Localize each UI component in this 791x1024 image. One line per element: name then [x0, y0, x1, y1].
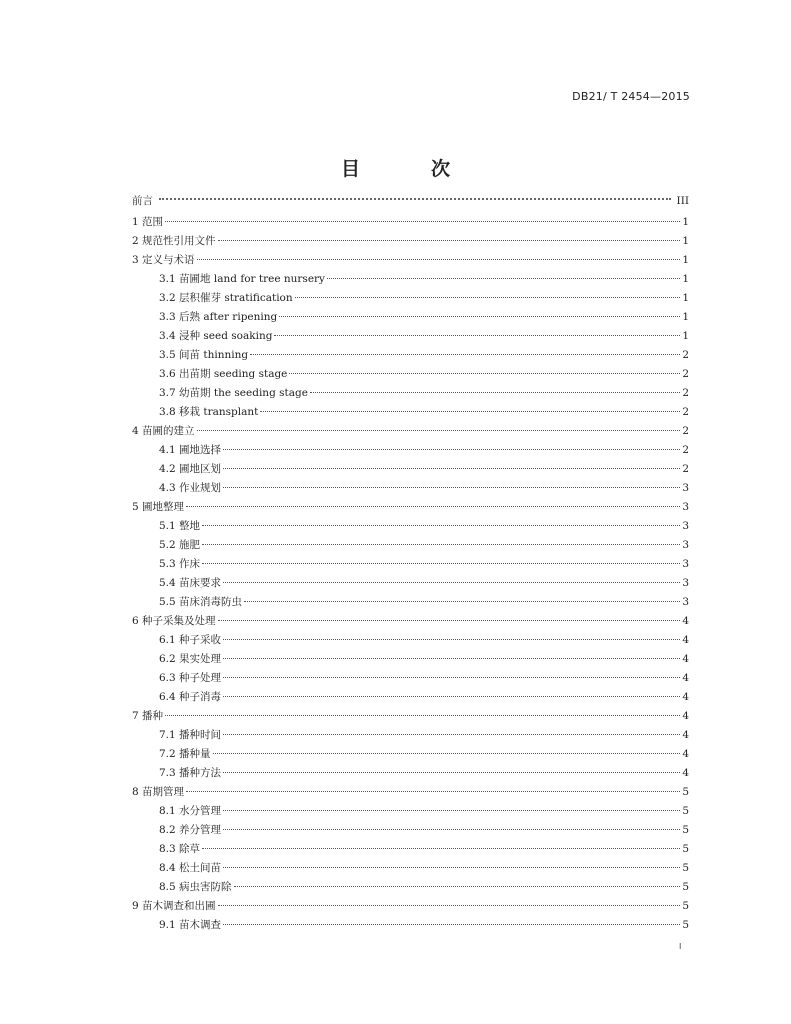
toc-entry-label: 1 范围 — [132, 216, 164, 228]
toc-entry-label: 4.1 圃地选择 — [159, 444, 222, 456]
toc-entry-label: 9.1 苗木调查 — [159, 919, 222, 931]
toc-entry[interactable] — [132, 669, 689, 688]
toc-entry-page: 1 — [682, 292, 689, 304]
toc-entry-page: 3 — [682, 501, 689, 513]
toc-entry[interactable] — [132, 190, 689, 213]
toc-entry-page: 2 — [682, 406, 689, 418]
toc-entry-label: 9 苗木调查和出圃 — [132, 900, 216, 912]
dot-leader — [197, 430, 681, 431]
toc-entry-label: 3 定义与术语 — [132, 254, 195, 266]
toc-entry[interactable] — [132, 308, 689, 327]
dot-leader — [218, 240, 681, 241]
toc-entry-label: 5.4 苗床要求 — [159, 577, 222, 589]
toc-entry[interactable] — [132, 593, 689, 612]
toc-entry-page: 4 — [682, 710, 689, 722]
toc-entry-label: 7 播种 — [132, 710, 164, 722]
dot-leader — [218, 620, 681, 621]
toc-entry-page: 5 — [682, 786, 689, 798]
dot-leader — [223, 829, 680, 830]
dot-leader — [223, 677, 680, 678]
dot-leader — [223, 582, 680, 583]
dot-leader — [234, 886, 681, 887]
toc-entry-page: 4 — [682, 729, 689, 741]
toc-entry[interactable] — [132, 460, 689, 479]
dot-leader — [202, 544, 680, 545]
toc-entry[interactable] — [132, 384, 689, 403]
toc-entry-label: 3.3 后熟 after ripening — [159, 311, 278, 323]
toc-entry[interactable] — [132, 536, 689, 555]
toc-entry-page: 4 — [682, 634, 689, 646]
toc-entry-page: 5 — [682, 881, 689, 893]
dot-leader — [223, 487, 680, 488]
toc-entry-label: 3.5 间苗 thinning — [159, 349, 249, 361]
toc-entry[interactable] — [132, 270, 689, 289]
toc-entry-page: 2 — [682, 387, 689, 399]
toc-entry[interactable] — [132, 498, 689, 517]
toc-entry-page: 2 — [682, 368, 689, 380]
toc-entry-label: 7.2 播种量 — [159, 748, 211, 760]
toc-entry-label: 3.7 幼苗期 the seeding stage — [159, 387, 308, 399]
dot-leader — [186, 791, 680, 792]
toc-entry-page: 4 — [682, 767, 689, 779]
toc-entry-label: 4.2 圃地区划 — [159, 463, 222, 475]
toc-entry-label: 6.2 果实处理 — [159, 653, 222, 665]
toc-entry[interactable] — [132, 232, 689, 251]
toc-entry-label: 6.1 种子采收 — [159, 634, 222, 646]
toc-entry-page: III — [676, 195, 689, 207]
toc-entry-label: 6.3 种子处理 — [159, 672, 222, 684]
toc-entry-page: 1 — [682, 235, 689, 247]
toc-entry[interactable] — [132, 365, 689, 384]
toc-entry[interactable] — [132, 802, 689, 821]
page-folio: I — [679, 942, 682, 951]
toc-entry-label: 6.4 种子消毒 — [159, 691, 222, 703]
toc-entry[interactable] — [132, 346, 689, 365]
toc-entry[interactable] — [132, 441, 689, 460]
dot-leader — [165, 221, 680, 222]
toc-entry-label: 3.6 出苗期 seeding stage — [159, 368, 288, 380]
toc-entry-label: 3.1 苗圃地 land for tree nursery — [159, 273, 325, 285]
dot-leader — [213, 753, 681, 754]
dot-leader — [223, 772, 680, 773]
toc-entry-label: 6 种子采集及处理 — [132, 615, 216, 627]
dot-leader — [223, 658, 680, 659]
toc-entry-label: 8 苗期管理 — [132, 786, 185, 798]
dot-leader — [202, 525, 680, 526]
toc-entry-page: 5 — [682, 843, 689, 855]
dot-leader — [327, 278, 680, 279]
toc-entry[interactable] — [132, 764, 689, 783]
dot-leader — [289, 373, 680, 374]
toc-entry[interactable] — [132, 897, 689, 916]
toc-entry[interactable] — [132, 517, 689, 536]
dot-leader — [165, 715, 680, 716]
toc-entry[interactable] — [132, 422, 689, 441]
toc-entry-page: 2 — [682, 425, 689, 437]
toc-entry-label: 4.3 作业规划 — [159, 482, 222, 494]
toc-entry-page: 4 — [682, 653, 689, 665]
toc-entry[interactable] — [132, 707, 689, 726]
toc-entry-page: 5 — [682, 862, 689, 874]
toc-entry[interactable] — [132, 783, 689, 802]
toc-entry[interactable] — [132, 916, 689, 935]
toc-entry[interactable] — [132, 840, 689, 859]
dot-leader — [223, 639, 680, 640]
toc-entry-page: 1 — [682, 330, 689, 342]
dot-leader — [223, 696, 680, 697]
toc-entry-label: 7.3 播种方法 — [159, 767, 222, 779]
toc-entry-label: 8.5 病虫害防除 — [159, 881, 232, 893]
dot-leader — [202, 848, 680, 849]
toc-entry[interactable] — [132, 821, 689, 840]
dot-leader — [223, 468, 680, 469]
dot-leader — [310, 392, 680, 393]
toc-entry-label: 8.3 除草 — [159, 843, 201, 855]
toc-entry-page: 1 — [682, 311, 689, 323]
toc-entry-page: 3 — [682, 577, 689, 589]
dot-leader — [202, 563, 680, 564]
toc-entry-label: 3.8 移栽 transplant — [159, 406, 259, 418]
dot-leader — [274, 335, 680, 336]
standard-code: DB21/ T 2454—2015 — [572, 90, 690, 103]
dot-leader — [186, 506, 680, 507]
toc-entry-label: 3.4 浸种 seed soaking — [159, 330, 273, 342]
toc-entry[interactable] — [132, 213, 689, 232]
toc-entry-page: 4 — [682, 748, 689, 760]
toc-entry-label: 8.2 养分管理 — [159, 824, 222, 836]
toc-entry-page: 5 — [682, 900, 689, 912]
dot-leader — [159, 198, 671, 200]
toc-entry[interactable] — [132, 612, 689, 631]
dot-leader — [197, 259, 681, 260]
toc-entry-page: 2 — [682, 349, 689, 361]
toc-entry-label: 5.5 苗床消毒防虫 — [159, 596, 243, 608]
toc-entry-label: 3.2 层积催芽 stratification — [159, 292, 293, 304]
toc-entry[interactable] — [132, 878, 689, 897]
table-of-contents — [132, 190, 689, 935]
toc-entry-page: 3 — [682, 520, 689, 532]
dot-leader — [223, 810, 680, 811]
toc-entry-page: 1 — [682, 273, 689, 285]
toc-entry[interactable] — [132, 688, 689, 707]
toc-entry-page: 3 — [682, 482, 689, 494]
toc-entry[interactable] — [132, 555, 689, 574]
toc-entry[interactable] — [132, 745, 689, 764]
toc-entry-page: 5 — [682, 919, 689, 931]
toc-entry[interactable] — [132, 327, 689, 346]
toc-entry-page: 2 — [682, 463, 689, 475]
toc-entry-page: 5 — [682, 824, 689, 836]
toc-entry-page: 3 — [682, 596, 689, 608]
dot-leader — [218, 905, 681, 906]
toc-entry-page: 1 — [682, 254, 689, 266]
toc-entry-label: 8.4 松土间苗 — [159, 862, 222, 874]
toc-entry-label: 前言 — [132, 195, 153, 207]
toc-entry-label: 5.2 施肥 — [159, 539, 201, 551]
toc-entry-label: 7.1 播种时间 — [159, 729, 222, 741]
dot-leader — [223, 734, 680, 735]
toc-entry[interactable] — [132, 726, 689, 745]
toc-entry-page: 3 — [682, 558, 689, 570]
toc-entry-label: 5 圃地整理 — [132, 501, 185, 513]
dot-leader — [223, 867, 680, 868]
toc-entry[interactable] — [132, 251, 689, 270]
dot-leader — [250, 354, 680, 355]
toc-entry[interactable] — [132, 403, 689, 422]
toc-entry[interactable] — [132, 289, 689, 308]
dot-leader — [279, 316, 680, 317]
toc-title: 目 次 — [340, 158, 476, 180]
toc-entry-label: 8.1 水分管理 — [159, 805, 222, 817]
toc-entry-page: 2 — [682, 444, 689, 456]
toc-entry[interactable] — [132, 631, 689, 650]
toc-entry[interactable] — [132, 859, 689, 878]
toc-entry-label: 4 苗圃的建立 — [132, 425, 195, 437]
toc-entry-page: 4 — [682, 615, 689, 627]
toc-entry-label: 5.3 作床 — [159, 558, 201, 570]
toc-entry[interactable] — [132, 479, 689, 498]
dot-leader — [295, 297, 681, 298]
dot-leader — [223, 449, 680, 450]
toc-entry-page: 1 — [682, 216, 689, 228]
toc-entry-page: 4 — [682, 691, 689, 703]
toc-entry-page: 5 — [682, 805, 689, 817]
dot-leader — [223, 924, 680, 925]
toc-entry[interactable] — [132, 650, 689, 669]
toc-entry-page: 3 — [682, 539, 689, 551]
toc-entry-label: 2 规范性引用文件 — [132, 235, 216, 247]
toc-entry[interactable] — [132, 574, 689, 593]
dot-leader — [244, 601, 680, 602]
toc-entry-page: 4 — [682, 672, 689, 684]
dot-leader — [260, 411, 680, 412]
toc-entry-label: 5.1 整地 — [159, 520, 201, 532]
